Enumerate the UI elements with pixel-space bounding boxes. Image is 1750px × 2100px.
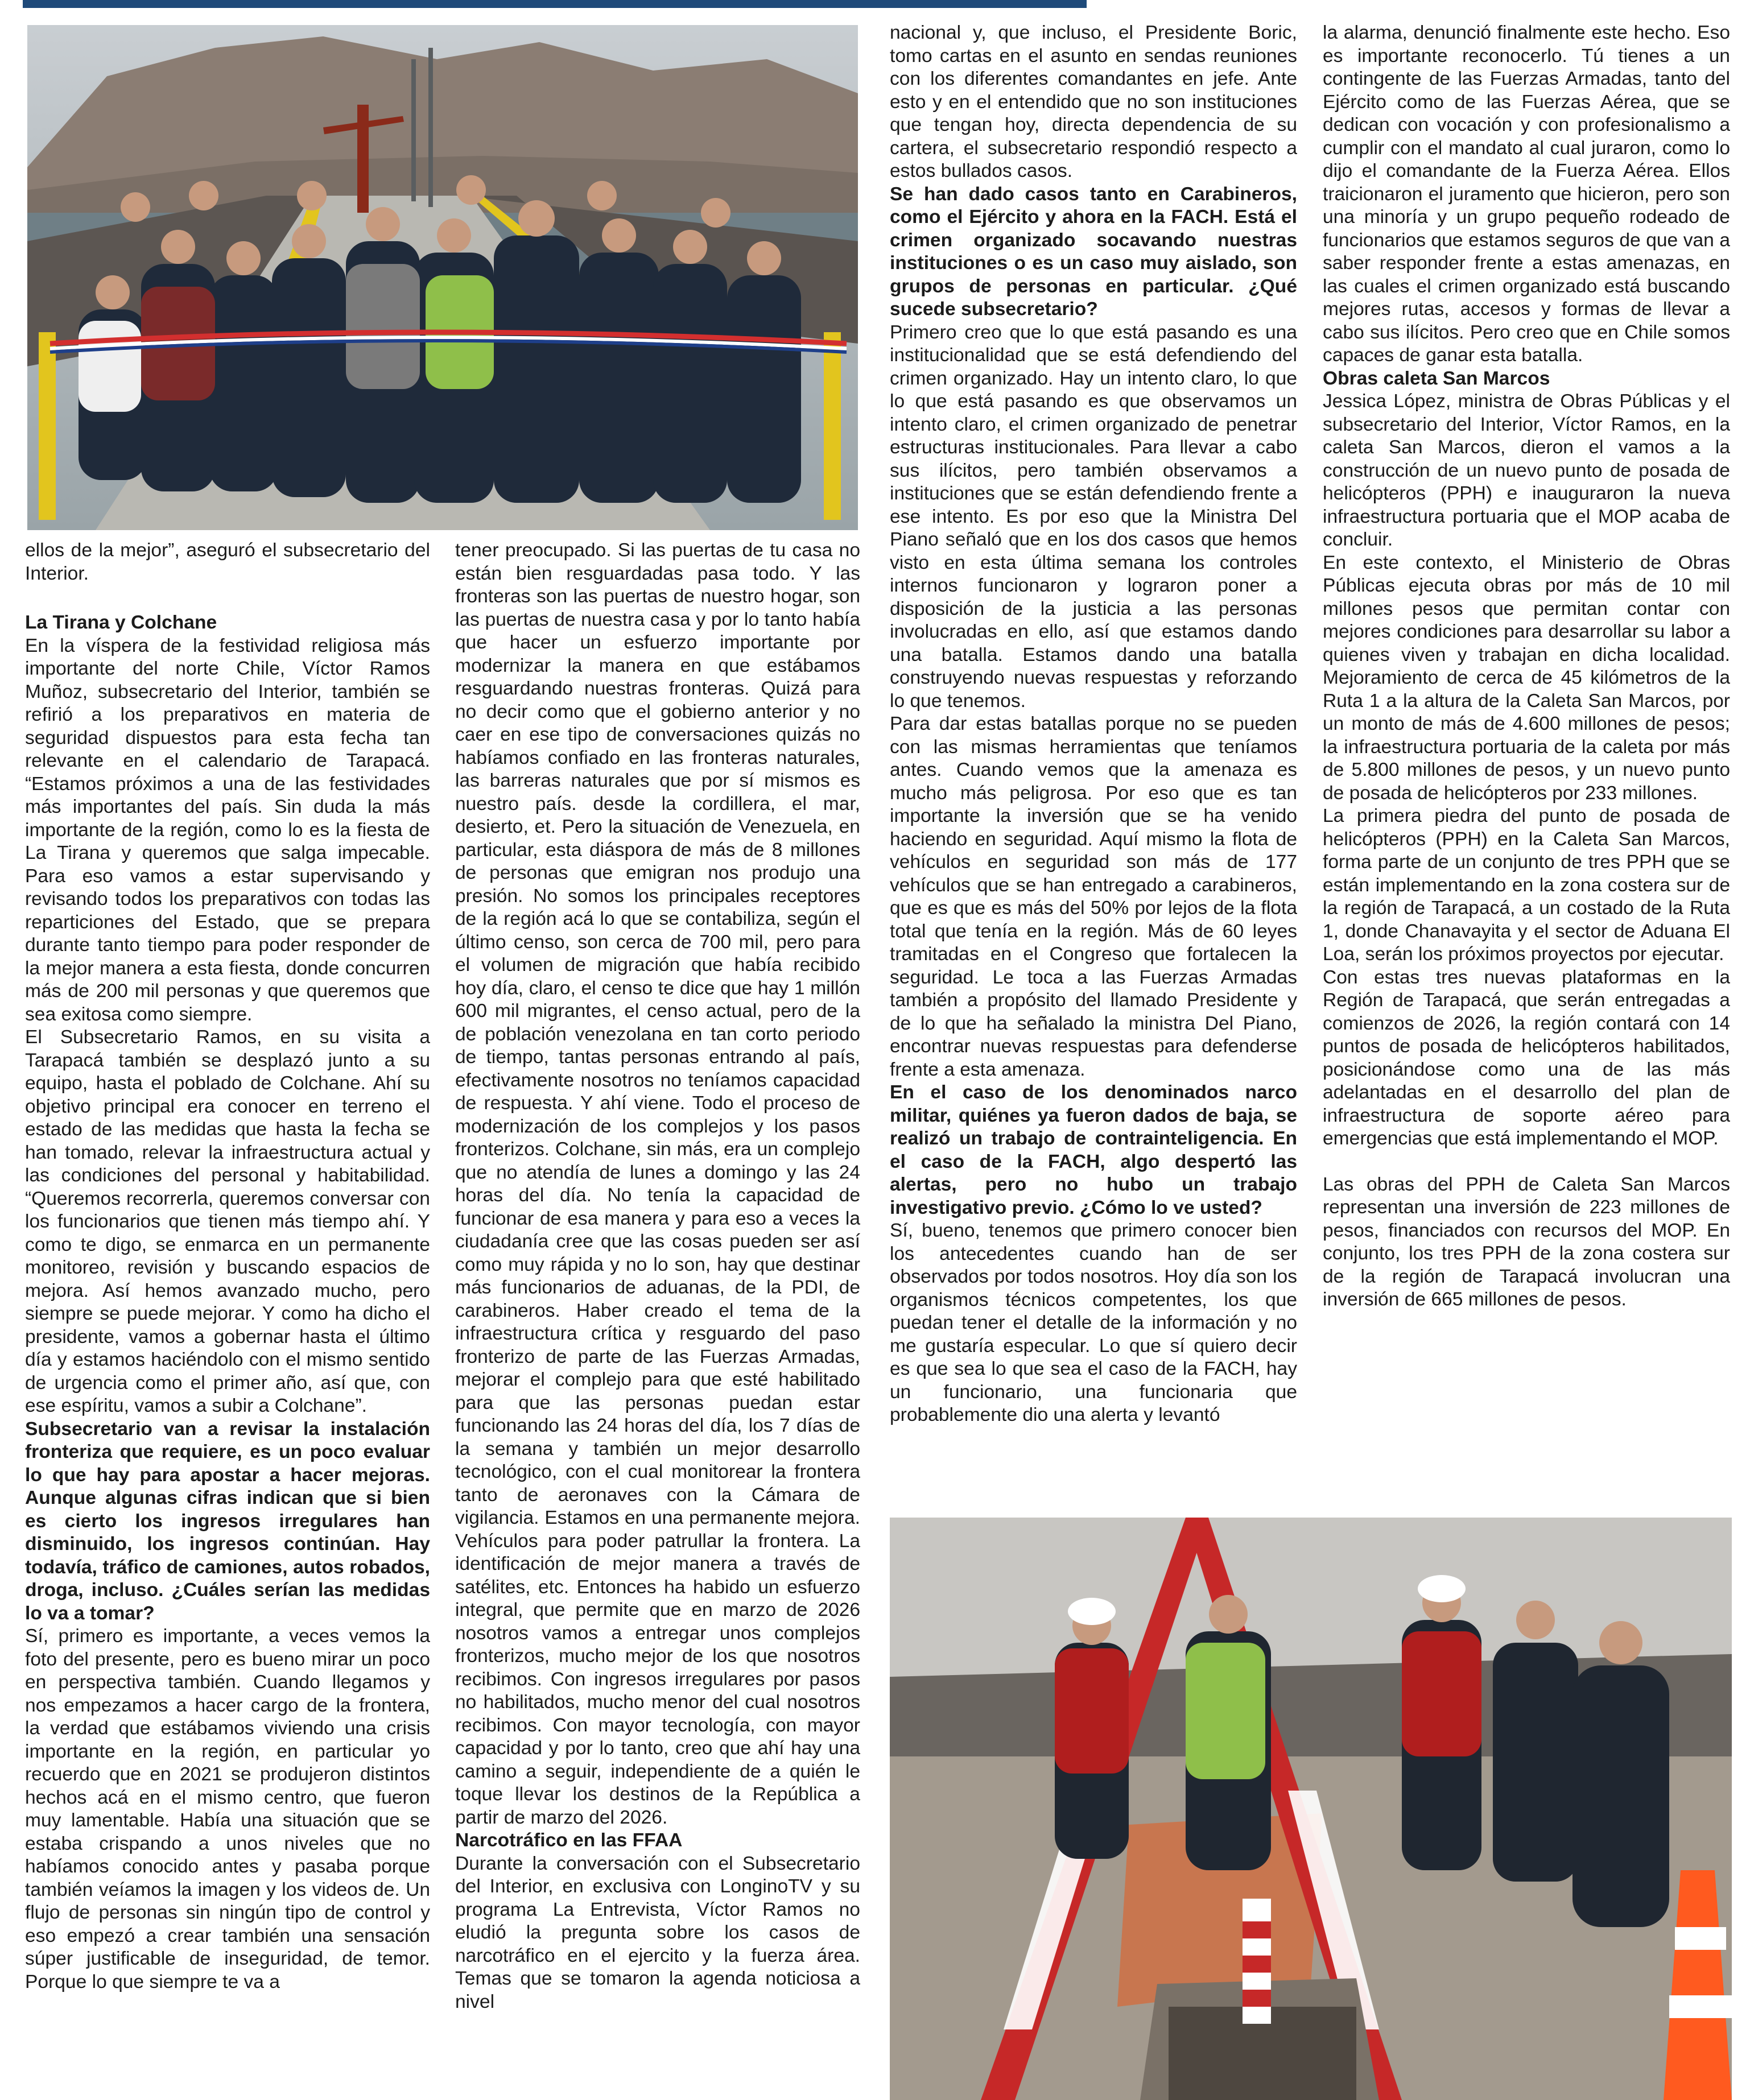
interview-question: Se han dado casos tanto en Carabineros, como el Ejército y ahora en la FACH. Está el crimen organizado socavando nuestras instituciones o es un caso muy aislado, son grupos de personas en particular. ¿Qué sucede subsecretario? (890, 183, 1297, 320)
paragraph: Durante la conversación con el Subsecretario del Interior, en exclusiva con LonginoTV y su programa La Entrevista, Víctor Ramos no eludió la pregunta sobre los casos de narcotráfico en el ejercito y la fuerza área. Temas que se tomaron la agenda noticiosa a nivel (455, 1853, 860, 2012)
intro-paragraph: ellos de la mejor”, aseguró el subsecretario del Interior. (25, 540, 430, 584)
paragraph-gap (1323, 1151, 1730, 1173)
column-4 (1323, 22, 1730, 1500)
paragraph: tener preocupado. Si las puertas de tu casa no están bien resguardadas pasa todo. Y las fronteras son las puertas de nuestro hogar, son las puertas de nuestra casa y por lo tanto había que hacer un esfuerzo importante por modernizar la manera en que estábamos resguardando nuestras fronteras. Quizá para no decir como que el gobierno anterior y no caer en ese tipo de conversaciones quizás no habíamos confiado en las fronteras naturales, las barreras naturales que por sí mismos es nuestro país. desde la cordillera, el mar, desierto, et. Pero la situación de Venezuela, en particular, esta diáspora de más de 8 millones de personas que emigran nos produjo una presión. No somos los principales receptores de la región acá lo que se contabiliza, según el último censo, son cerca de 700 mil, pero para el volumen de migración que había recibido hoy día, claro, el censo te dice que hay 1 millón 600 mil migrantes, el censo actual, pero de la de población venezolana en tan corto periodo de tiempo, tantas personas entrando al país, efectivamente nosotros no teníamos capacidad de respuesta. Y ahí viene. Todo el proceso de modernización de los complejos y los pasos fronterizos. Colchane, sin más, era un complejo que no atendía de lunes a domingo y las 24 horas del día. No tenía la capacidad de funcionar de esa manera y para eso a veces la ciudadanía cree que las cosas pueden ser así como muy rápida y no lo son, hay que destinar más funcionarios de aduanas, de la PDI, de carabineros. Haber creado el tema de la infraestructura crítica y resguardo del paso fronterizo de parte de las Fuerzas Armadas, mejorar el complejo para que esté habilitado para que las personas puedan estar funcionando las 24 horas del día, los 7 días de la semana y también un mejor desarrollo tecnológico, con el cual monitorear la frontera tanto de aeronaves con la Cámara de vigilancia. Estamos en una permanente mejora. Vehículos para poder patrullar la frontera. La identificación de mejor manera a través de satélites, etc. Entonces ha habido un esfuerzo integral, que permite que en marzo de 2026 nosotros vamos a entregar unos complejos fronterizos, mucho mejor de los que nosotros recibimos. Con ingresos irregulares por pasos no habilitados, mucho menor del cual nosotros recibimos. Con mayor tecnología, con mayor capacidad y por lo tanto, creo que ahí hay una camino a seguir, independiente de a quién le toque llevar los destinos de la República a partir de marzo del 2026. (455, 540, 860, 1828)
heading-obras-caleta: Obras caleta San Marcos (1323, 367, 1550, 389)
header-bar (23, 0, 1087, 8)
photo-ribbon-cutting (27, 25, 858, 530)
paragraph: El Subsecretario Ramos, en su visita a Tarapacá también se desplazó junto a su equipo, hasta el poblado de Colchane. Ahí su objetivo principal era conocer en terreno el estado de las medidas que hasta la fecha se han tomado, relevar la infraestructura actual y las condiciones del personal y habitabilidad. “Queremos recorrerla, queremos conversar con los funcionarios que tienen más tiempo ahí. Y como te digo, se enmarca en un permanente monitoreo, revisión y buscando espacios de mejora. Así hemos avanzado mucho, pero siempre se puede mejorar. Y como ha dicho el presidente, vamos a gobernar hasta el último día y estamos haciéndolo con el mismo sentido de urgencia como el primer año, así que, con ese espíritu, vamos a subir a Colchane”. (25, 1027, 430, 1416)
column-2 (455, 539, 860, 2100)
interview-question: Subsecretario van a revisar la instalación fronteriza que requiere, es un poco evaluar lo que hay para apostar a hacer mejoras. Aunque algunas cifras indican que si bien es cierto los ingresos irregulares han disminuido, los ingresos continúan. Hay todavía, tráfico de camiones, autos robados, droga, incluso. ¿Cuáles serían las medidas lo va a tomar? (25, 1418, 430, 1624)
photo-first-stone (890, 1518, 1732, 2100)
column-1 (25, 611, 430, 2100)
column-1-intro (25, 539, 430, 585)
column-3 (890, 22, 1297, 1500)
heading-la-tirana: La Tirana y Colchane (25, 612, 217, 633)
paragraph: Sí, primero es importante, a veces vemos la foto del presente, pero es bueno mirar un poco en perspectiva también. Cuando llegamos y nos empezamos a hacer cargo de la frontera, la verdad que estábamos viviendo una crisis importante en la región, en particular yo recuerdo que en 2021 se produjeron distintos hechos acá en el mismo centro, que fueron muy lamentable. Había una situación que se estaba crispando a unos niveles que no habíamos conocido antes y pasaba porque también veíamos la imagen y los videos de. Un flujo de personas sin ningún tipo de control y eso empezó a crear también una sensación súper justificable de inseguridad, de temor. Porque lo que siempre te va a (25, 1626, 430, 1992)
paragraph: En la víspera de la festividad religiosa más importante del norte Chile, Víctor Ramos Muñoz, subsecretario del Interior, también se refirió a los preparativos en materia de seguridad dispuestos para esta fecha tan relevante en el calendario de Tarapacá. “Estamos próximos a una de las festividades más importantes del país. Sin duda la más importante de la región, como lo es la fiesta de La Tirana y queremos que salga impecable. Para eso vamos a estar supervisando y revisando todos los preparativos con todas las reparticiones del Estado, que se prepara durante tanto tiempo para poder responder de la mejor manera a esta fiesta, donde concurren más de 200 mil personas y que queremos que sea exitosa como siempre. (25, 635, 430, 1025)
paragraph: En este contexto, el Ministerio de Obras Públicas ejecuta obras por más de 10 mil millones pesos que permitan contar con mejores condiciones para desarrollar su labor a quienes viven y trabajan en dicha localidad. Mejoramiento de cerca de 45 kilómetros de la Ruta 1 a la altura de la Caleta San Marcos, por un monto de más de 4.600 millones de pesos; la infraestructura portuaria de la caleta por más de 5.800 millones de pesos, y un nuevo punto de posada de helicópteros por 233 millones. (1323, 552, 1730, 804)
paragraph: Primero creo que lo que está pasando es una institucionalidad que se está defendiendo del crimen organizado. Hay un intento claro, lo que lo que está pasando es que observamos un intento claro, el crimen organizado de penetrar estructuras institucionales. Para llevar a cabo sus ilícitos, pero también observamos a instituciones que se están defendiendo frente a ese intento. Es por eso que la Ministra Del Piano señaló que en los dos casos que hemos visto en esta última semana los controles internos funcionaron y lograron poner a disposición de la justicia a las personas involucradas en ello, así que estamos dando una batalla. Estamos dando una batalla construyendo nuevas respuestas y reforzando lo que tenemos. (890, 321, 1297, 712)
paragraph: Sí, bueno, tenemos que primero conocer bien los antecedentes cuando han de ser observados por todos nosotros. Hoy día son los organismos técnicos competentes, los que puedan tener el detalle de la información y no me gustaría especular. Lo que sí quiero decir es que sea lo que sea el caso de la FACH, hay un funcionario, una funcionaria que probablemente dio una alerta y levantó (890, 1220, 1297, 1425)
first-stone-illustration (890, 1518, 1732, 2100)
interview-question: En el caso de los denominados narco militar, quiénes ya fueron dados de baja, se realizó un trabajo de contrainteligencia. En el caso de la FACH, algo despertó las alertas, pero no hubo un trabajo investigativo previo. ¿Cómo lo ve usted? (890, 1082, 1297, 1218)
paragraph: Las obras del PPH de Caleta San Marcos representan una inversión de 223 millones de pesos, financiados con recursos del MOP. En conjunto, los tres PPH de la zona costera sur de la región de Tarapacá involucran una inversión de 665 millones de pesos. (1323, 1173, 1730, 1310)
paragraph: la alarma, denunció finalmente este hecho. Eso es importante reconocerlo. Tú tienes a un contingente de las Fuerzas Armadas, tanto del Ejército como de las Fuerzas Aérea, que se dedican con vocación y con profesionalismo a cumplir con el mandato al cual juraron, como lo dijo el comandante de la Fuerza Aérea. Ellos traicionaron el juramento que hicieron, pero son una minoría y un grupo pequeño rodeado de funcionarios que estamos seguros de que van a saber responder frente a estas amenazas, en las cuales el crimen organizado está buscando mejores rutas, accesos y formas de llevar a cabo sus ilícitos. Pero creo que en Chile somos capaces de ganar esta batalla. (1323, 22, 1730, 366)
ribbon-cutting-illustration (27, 25, 858, 530)
paragraph: La primera piedra del punto de posada de helicópteros (PPH) en la Caleta San Marcos, forma parte de un conjunto de tres PPH que se están implementando en la zona costera sur de la región de Tarapacá, a un costado de la Ruta 1, donde Chanavayita y el sector de Aduana El Loa, serán los próximos proyectos por ejecutar. (1323, 805, 1730, 965)
heading-narcotrafico: Narcotráfico en las FFAA (455, 1830, 683, 1851)
paragraph: nacional y, que incluso, el Presidente Boric, tomo cartas en el asunto en sendas reuniones con los diferentes comandantes en jefe. Ante esto y en el entendido que no son instituciones que tengan hoy, directa dependencia de su cartera, el subsecretario respondió respecto a estos bullados casos. (890, 22, 1297, 181)
paragraph: Con estas tres nuevas plataformas en la Región de Tarapacá, que serán entregadas a comienzos de 2026, la región contará con 14 puntos de posada de helicópteros habilitados, posicionándose como una de las más adelantadas en el desarrollo del plan de infraestructura de soporte aéreo para emergencias que está implementando el MOP. (1323, 966, 1730, 1149)
paragraph: Jessica López, ministra de Obras Públicas y el subsecretario del Interior, Víctor Ramos, en la caleta San Marcos, dieron el vamos a la construcción de un nuevo punto de posada de helicópteros (PPH) e inauguraron la nueva infraestructura portuaria que el MOP acaba de concluir. (1323, 391, 1730, 550)
paragraph: Para dar estas batallas porque no se pueden con las mismas herramientas que teníamos antes. Cuando vemos que la amenaza es mucho más peligrosa. Por eso que es tan importante la inversión que se ha venido haciendo en seguridad. Aquí mismo la flota de vehículos en seguridad son más de 177 vehículos que se han entregado a carabineros, que es que es más del 50% por lejos de la flota total que tenía en la región. Más de 60 leyes tramitadas en el Congreso que fortalecen la seguridad. Le toca a las Fuerzas Armadas también a propósito del llamado Presidente y de lo que ha señalado la ministra Del Piano, encontrar nuevas respuestas para defenderse frente a esta amenaza. (890, 713, 1297, 1080)
